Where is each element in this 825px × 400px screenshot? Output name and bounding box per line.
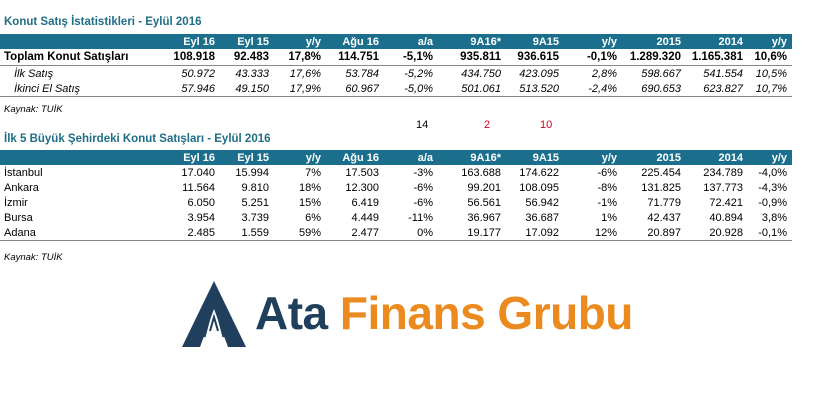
column-header: Eyl 16 <box>162 34 220 49</box>
table-cell: 60.967 <box>326 81 384 97</box>
table-cell: 2.485 <box>162 225 220 241</box>
table-cell: 40.894 <box>709 211 743 224</box>
table-cell: 50.972 <box>181 67 215 80</box>
table-cell: 49.150 <box>220 81 274 97</box>
table-cell: 623.827 <box>686 81 748 97</box>
table-cell: 43.333 <box>235 67 269 80</box>
table-row <box>0 49 792 66</box>
table-cell: 6.419 <box>351 196 379 209</box>
row-label: İstanbul <box>4 166 43 179</box>
table-cell: 71.779 <box>647 196 681 209</box>
logo-wordmark <box>255 286 633 340</box>
column-header: y/y <box>274 150 326 165</box>
table-row <box>0 180 792 195</box>
table-cell: 2,8% <box>591 67 617 80</box>
table-cell: 56.942 <box>525 196 559 209</box>
table-cell: 57.946 <box>162 81 220 97</box>
table-cell: 15% <box>298 196 321 209</box>
row-label: Ankara <box>4 181 39 194</box>
table-cell: 3.954 <box>187 211 215 224</box>
column-header: y/y <box>564 150 622 165</box>
column-header <box>0 34 162 49</box>
table-cell: 935.811 <box>438 49 506 66</box>
counter-value: 14 <box>416 119 429 131</box>
table-cell: 513.520 <box>506 81 564 97</box>
table-cell: -4,0% <box>758 166 787 179</box>
row-label: İkinci El Satış <box>0 81 162 97</box>
table1-title: Konut Satış İstatistikleri - Eylül 2016 <box>4 16 202 28</box>
housing-sales-table <box>0 34 792 97</box>
table-cell: 53.784 <box>345 67 379 80</box>
table-cell: 690.653 <box>622 81 686 97</box>
table-cell: 2.477 <box>326 225 384 241</box>
table-cell: 17.503 <box>345 166 379 179</box>
column-header: 9A15 <box>506 150 564 165</box>
counter-value: 2 <box>484 119 491 131</box>
table-cell: 174.622 <box>519 166 559 179</box>
table-cell: -5,0% <box>384 81 438 97</box>
source-note: Kaynak: TUİK <box>4 252 63 263</box>
table-cell: -0,9% <box>758 196 787 209</box>
row-label: Toplam Konut Satışları <box>0 49 162 66</box>
table-cell: 1% <box>601 211 617 224</box>
column-header: y/y <box>748 34 792 49</box>
table-cell: 11.564 <box>182 181 215 194</box>
table-cell: 72.421 <box>709 196 743 209</box>
table-cell: 5.251 <box>241 196 269 209</box>
table-cell: -2,4% <box>564 81 622 97</box>
table-cell: -11% <box>408 211 433 224</box>
table-cell: 0% <box>384 225 438 241</box>
table-cell: 3.739 <box>241 211 269 224</box>
column-header: Ağu 16 <box>326 150 384 165</box>
column-header: y/y <box>748 150 792 165</box>
table-cell: -8% <box>597 181 617 194</box>
table-cell: 936.615 <box>506 49 564 66</box>
row-label: Bursa <box>4 211 33 224</box>
column-header: 9A16* <box>438 34 506 49</box>
source-note: Kaynak: TUİK <box>4 104 63 115</box>
table-cell: -5,2% <box>404 67 433 80</box>
table-cell: -0,1% <box>748 225 792 241</box>
table-cell: 15.994 <box>235 166 269 179</box>
table-row <box>0 210 792 225</box>
table-cell: 598.667 <box>641 67 681 80</box>
table-cell: 131.825 <box>641 181 681 194</box>
table-cell: -4,3% <box>758 181 787 194</box>
table-cell: 56.561 <box>467 196 501 209</box>
table-cell: 501.061 <box>438 81 506 97</box>
table-cell: 10,7% <box>748 81 792 97</box>
column-header: 2014 <box>686 150 748 165</box>
table-cell: 17,6% <box>289 67 321 80</box>
column-header: a/a <box>384 34 438 49</box>
column-header: 2015 <box>622 150 686 165</box>
table-cell: 225.454 <box>641 166 681 179</box>
logo-word-ata: Ata <box>255 287 328 339</box>
table-cell: 4.449 <box>351 211 379 224</box>
mountain-icon <box>182 281 246 347</box>
table-cell: 163.688 <box>461 166 501 179</box>
table-cell: 42.437 <box>647 211 681 224</box>
table-cell: 12.300 <box>345 181 379 194</box>
table-cell: 20.928 <box>686 225 748 241</box>
row-label: İlk Satış <box>14 67 54 80</box>
table-cell: -3% <box>413 166 433 179</box>
column-header: 2015 <box>622 34 686 49</box>
table-cell: 1.559 <box>220 225 274 241</box>
table-row <box>0 195 792 210</box>
table-cell: 17.040 <box>181 166 215 179</box>
table-cell: 1.289.320 <box>622 49 686 66</box>
counter-value: 10 <box>540 119 553 131</box>
table-cell: -6% <box>413 196 433 209</box>
table-cell: 6.050 <box>187 196 215 209</box>
table-row <box>0 165 792 180</box>
row-label: Adana <box>0 225 162 241</box>
table-cell: 99.201 <box>467 181 501 194</box>
table-row <box>0 225 792 241</box>
table-cell: -5,1% <box>384 49 438 66</box>
table-row <box>0 66 792 82</box>
column-header: Eyl 16 <box>162 150 220 165</box>
table-cell: 541.554 <box>703 67 743 80</box>
table-cell: 6% <box>305 211 321 224</box>
table-cell: 108.918 <box>162 49 220 66</box>
column-header: a/a <box>384 150 438 165</box>
table-cell: 114.751 <box>326 49 384 66</box>
table-cell: 18% <box>298 181 321 194</box>
table-cell: 36.967 <box>467 211 501 224</box>
table-header-row <box>0 34 792 49</box>
table-cell: 137.773 <box>703 181 743 194</box>
column-header: 2014 <box>686 34 748 49</box>
table-cell: 10,6% <box>748 49 792 66</box>
table2-title: İlk 5 Büyük Şehirdeki Konut Satışları - Eylül 2016 <box>4 133 271 145</box>
table-cell: 108.095 <box>519 181 559 194</box>
column-header: y/y <box>564 34 622 49</box>
column-header: 9A16* <box>438 150 506 165</box>
column-header: Ağu 16 <box>326 34 384 49</box>
table-cell: 434.750 <box>461 67 501 80</box>
column-header: Eyl 15 <box>220 34 274 49</box>
table-cell: 234.789 <box>703 166 743 179</box>
column-header <box>0 150 162 165</box>
column-header: y/y <box>274 34 326 49</box>
table-header-row <box>0 150 792 165</box>
table-cell: 17.092 <box>506 225 564 241</box>
table-cell: -6% <box>413 181 433 194</box>
column-header: Eyl 15 <box>220 150 274 165</box>
table-cell: 12% <box>564 225 622 241</box>
table-cell: -1% <box>597 196 617 209</box>
table-cell: 59% <box>274 225 326 241</box>
table-row <box>0 81 792 97</box>
table-cell: 9.810 <box>241 181 269 194</box>
table-cell: 36.687 <box>525 211 559 224</box>
table-cell: 423.095 <box>519 67 559 80</box>
row-label: İzmir <box>4 196 28 209</box>
table-cell: 3,8% <box>761 211 787 224</box>
table-cell: 92.483 <box>220 49 274 66</box>
table-cell: -6% <box>597 166 617 179</box>
table-cell: 17,8% <box>274 49 326 66</box>
table-cell: 17,9% <box>274 81 326 97</box>
table-cell: -0,1% <box>564 49 622 66</box>
city-sales-table <box>0 150 792 241</box>
table-cell: 1.165.381 <box>686 49 748 66</box>
table-cell: 20.897 <box>622 225 686 241</box>
table-cell: 7% <box>305 166 321 179</box>
table-cell: 19.177 <box>438 225 506 241</box>
column-header: 9A15 <box>506 34 564 49</box>
table-cell: 10,5% <box>755 67 787 80</box>
logo-word-finans: Finans Grubu <box>339 287 633 339</box>
